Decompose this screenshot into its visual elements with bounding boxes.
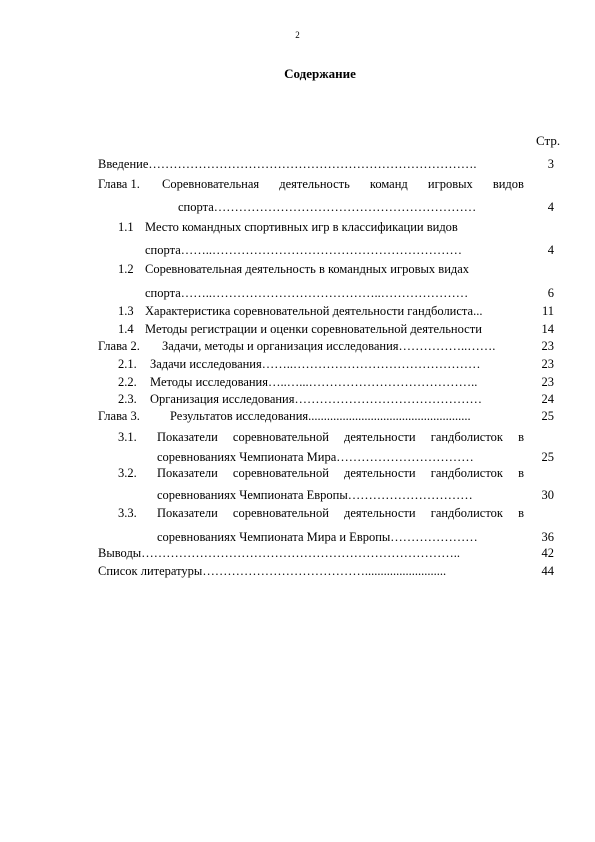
toc-section-1-4-title: Методы регистрации и оценки соревновательной деятельности — [145, 322, 482, 336]
toc-section-3-1-prefix: 3.1. — [118, 430, 137, 444]
toc-section-2-1-title: Задачи исследования……..……………………………………… — [150, 357, 481, 371]
toc-page-chapter-2: 23 — [541, 339, 554, 353]
toc-section-1-3-title: Характеристика соревновательной деятельности гандболиста... — [145, 304, 483, 318]
toc-section-1-3-prefix: 1.3 — [118, 304, 134, 318]
word: гандболисток — [430, 466, 503, 480]
toc-section-3-2-cont: соревнованиях Чемпионата Европы………………………… — [157, 488, 473, 502]
toc-section-1-2-cont: спорта……..…………………………………..………………… — [145, 286, 469, 300]
word: команд — [369, 177, 408, 191]
toc-section-1-1-cont: спорта……..…………………………………………………… — [145, 243, 462, 257]
word: деятельности — [344, 466, 416, 480]
toc-page-1-2: 6 — [547, 286, 554, 300]
toc-section-3-2-prefix: 3.2. — [118, 466, 137, 480]
word: деятельности — [344, 506, 416, 520]
toc-section-2-3-title: Организация исследования……………………………………… — [150, 392, 483, 406]
toc-section-3-2-title — [157, 466, 524, 481]
word: гандболисток — [430, 430, 503, 444]
toc-chapter-1-title — [162, 177, 524, 192]
word: в — [518, 506, 524, 520]
toc-section-2-2-title: Методы исследования…..…...………………………………….. — [150, 375, 478, 389]
toc-page-2-1: 23 — [541, 357, 554, 371]
toc-chapter-1-prefix: Глава 1. — [98, 177, 140, 191]
word: Соревновательная — [162, 177, 260, 191]
toc-entry-conclusions: Выводы………………………………………………………………….. — [98, 546, 460, 560]
toc-page-1-1: 4 — [547, 243, 554, 257]
word: Показатели — [157, 466, 218, 480]
word: в — [518, 430, 524, 444]
toc-section-3-1-cont: соревнованиях Чемпионата Мира…………………………… — [157, 450, 474, 464]
toc-section-2-2-prefix: 2.2. — [118, 375, 137, 389]
toc-page-2-3: 24 — [541, 392, 554, 406]
toc-page-3-1: 25 — [541, 450, 554, 464]
word: Показатели — [157, 430, 218, 444]
word: игровых — [427, 177, 473, 191]
toc-page-3-2: 30 — [541, 488, 554, 502]
toc-page-2-2: 23 — [541, 375, 554, 389]
toc-chapter-2-prefix: Глава 2. — [98, 339, 140, 353]
word: соревновательной — [232, 466, 329, 480]
toc-entry-intro: Введение……………………………………………………………………. — [98, 157, 477, 171]
word: деятельности — [344, 430, 416, 444]
word: Показатели — [157, 506, 218, 520]
toc-page-1-4: 14 — [541, 322, 554, 336]
toc-section-1-2-prefix: 1.2 — [118, 262, 134, 276]
toc-section-1-4-prefix: 1.4 — [118, 322, 134, 336]
toc-section-2-3-prefix: 2.3. — [118, 392, 137, 406]
toc-chapter-3-title: Результатов исследования.................................................... — [170, 409, 471, 423]
word: соревновательной — [232, 506, 329, 520]
toc-section-2-1-prefix: 2.1. — [118, 357, 137, 371]
page-column-header: Стр. — [536, 133, 561, 148]
word: в — [518, 466, 524, 480]
toc-section-3-3-cont: соревнованиях Чемпионата Мира и Европы………………… — [157, 530, 478, 544]
toc-page-1-3: 11 — [541, 304, 554, 318]
page-title: Содержание — [284, 66, 356, 81]
page-number: 2 — [295, 30, 300, 40]
toc-chapter-2-title: Задачи, методы и организация исследования……………..……. — [162, 339, 496, 353]
word: видов — [492, 177, 524, 191]
toc-page-chapter-3: 25 — [541, 409, 554, 423]
toc-page-conclusions: 42 — [541, 546, 554, 560]
word: гандболисток — [430, 506, 503, 520]
word: деятельность — [279, 177, 350, 191]
toc-section-3-3-title — [157, 506, 524, 521]
word: соревновательной — [232, 430, 329, 444]
toc-section-3-1-title — [157, 430, 524, 445]
toc-chapter-1-cont: спорта……………………………………………………… — [178, 200, 477, 214]
toc-entry-references: Список литературы………………………………….......................... — [98, 564, 447, 578]
toc-chapter-3-prefix: Глава 3. — [98, 409, 140, 423]
toc-page-references: 44 — [541, 564, 554, 578]
toc-section-1-2-title: Соревновательная деятельность в командных игровых видах — [145, 262, 470, 276]
toc-page-3-3: 36 — [541, 530, 554, 544]
toc-section-1-1-prefix: 1.1 — [118, 220, 134, 234]
toc-page-chapter-1: 4 — [547, 200, 554, 214]
toc-section-3-3-prefix: 3.3. — [118, 506, 137, 520]
toc-page-intro: 3 — [547, 157, 554, 171]
toc-section-1-1-title: Место командных спортивных игр в классификации видов — [145, 220, 458, 234]
